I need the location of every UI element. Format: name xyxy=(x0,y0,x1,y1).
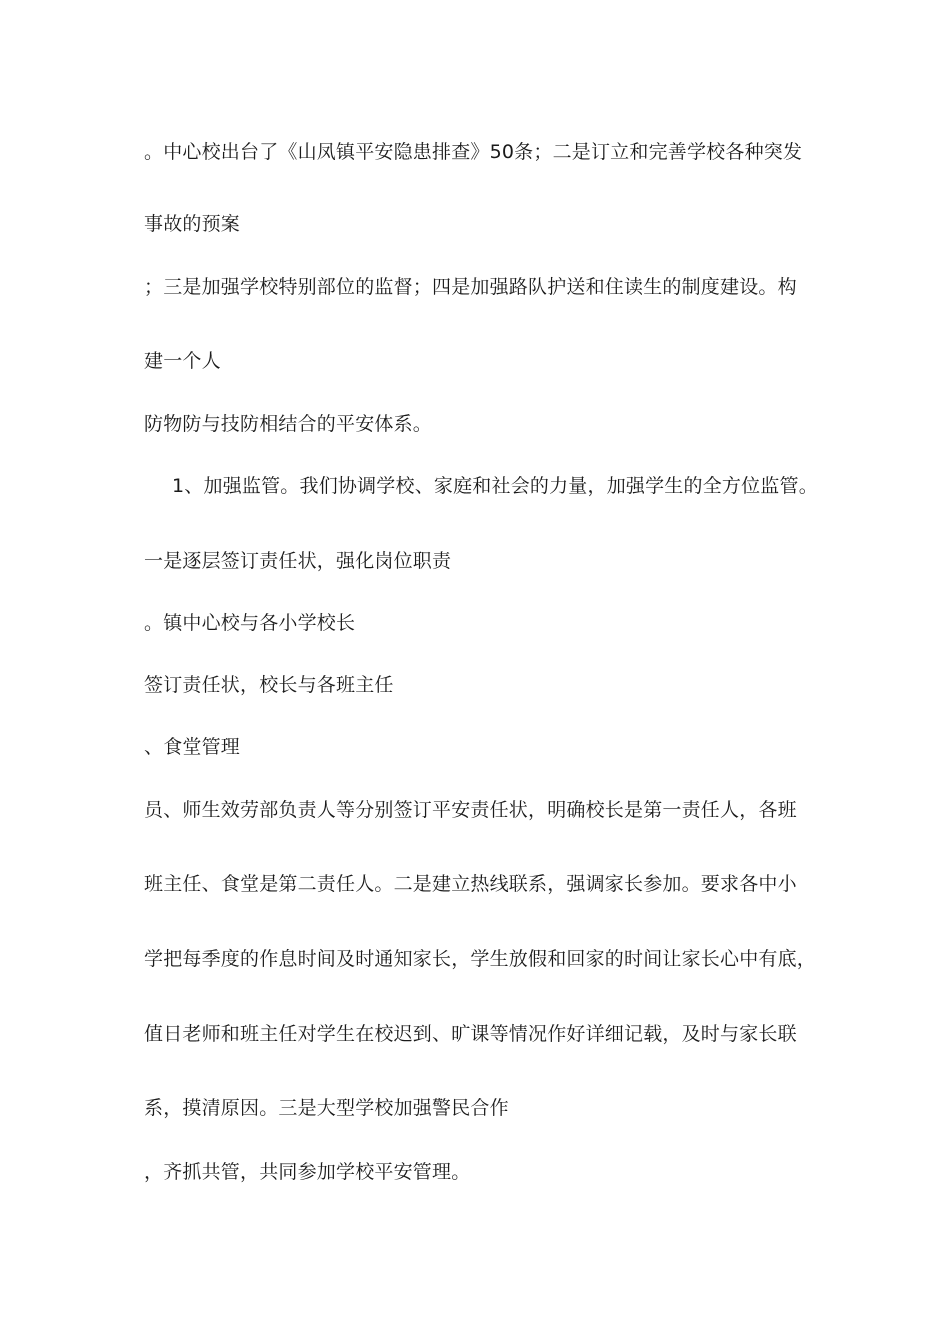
text-line-6: 1、加强监管。我们协调学校、家庭和社会的力量，加强学生的全方位监管。 xyxy=(172,475,818,497)
text-line-12: 班主任、食堂是第二责任人。二是建立热线联系，强调家长参加。要求各中小 xyxy=(144,873,797,895)
text-line-10: 、食堂管理 xyxy=(144,736,241,758)
text-line-2: 事故的预案 xyxy=(144,213,241,235)
text-line-4: 建一个人 xyxy=(144,350,221,372)
text-line-5: 防物防与技防相结合的平安体系。 xyxy=(144,413,433,435)
text-line-3: ；三是加强学校特别部位的监督；四是加强路队护送和住读生的制度建设。构 xyxy=(144,276,797,298)
text-line-14: 值日老师和班主任对学生在校迟到、旷课等情况作好详细记载，及时与家长联 xyxy=(144,1023,797,1045)
text-line-7: 一是逐层签订责任状，强化岗位职责 xyxy=(144,550,452,572)
text-line-11: 员、师生效劳部负责人等分别签订平安责任状，明确校长是第一责任人，各班 xyxy=(144,799,797,821)
text-line-13: 学把每季度的作息时间及时通知家长，学生放假和回家的时间让家长心中有底， xyxy=(144,948,817,970)
text-line-1: 。中心校出台了《山凤镇平安隐患排查》50条；二是订立和完善学校各种突发 xyxy=(144,141,803,163)
text-line-8: 。镇中心校与各小学校长 xyxy=(144,612,356,634)
text-line-15: 系，摸清原因。三是大型学校加强警民合作 xyxy=(144,1097,509,1119)
text-line-9: 签订责任状，校长与各班主任 xyxy=(144,674,394,696)
text-line-16: ，齐抓共管，共同参加学校平安管理。 xyxy=(144,1161,471,1183)
